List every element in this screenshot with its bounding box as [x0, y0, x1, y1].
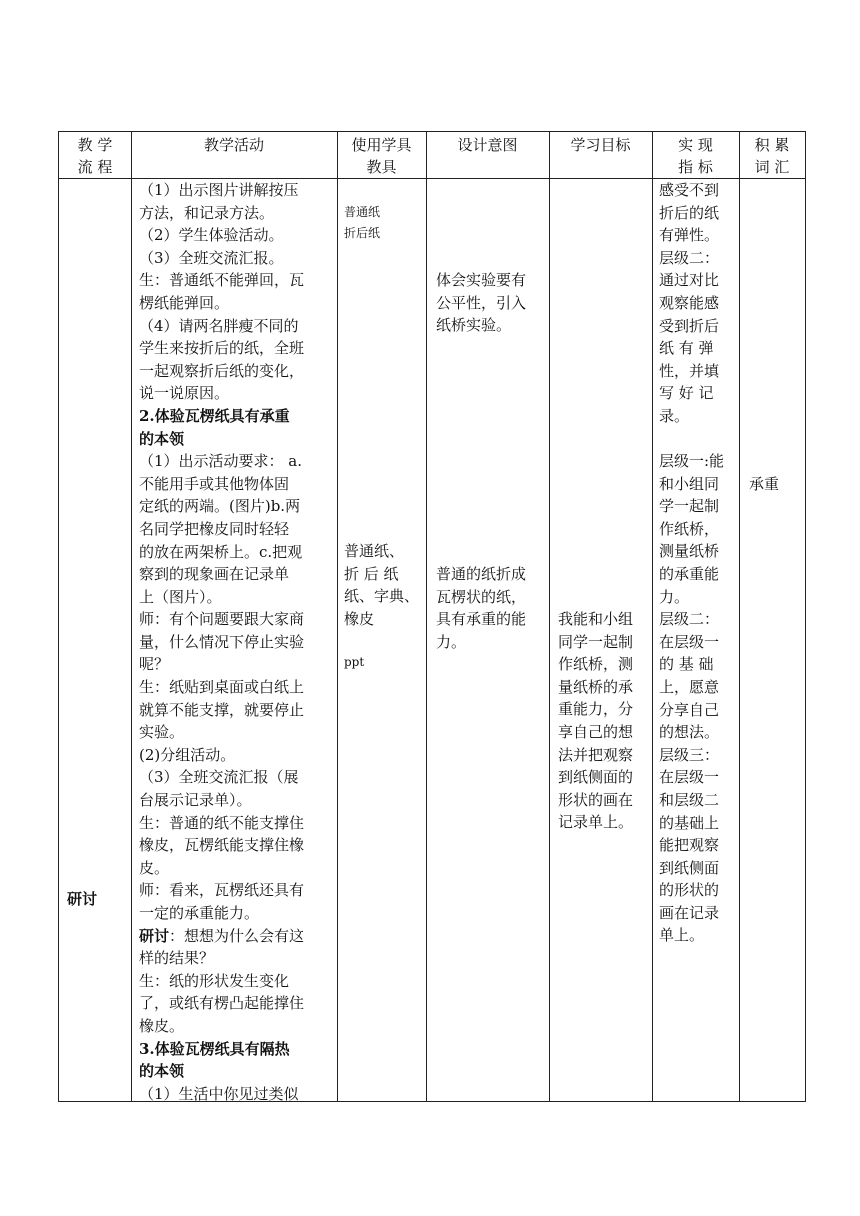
indicator-cell-2-line: 层级二： — [659, 610, 720, 629]
intent-line: 具有承重的能 — [436, 610, 527, 629]
activity-line: 皮。 — [139, 858, 170, 877]
goal-cell-line: 到纸侧面的 — [558, 768, 634, 787]
activity-line: 生：纸的形状发生变化 — [139, 971, 290, 990]
col-divider — [652, 132, 653, 1101]
activity-line: 楞纸能弹回。 — [139, 293, 230, 312]
flow-label: 研讨 — [67, 890, 98, 908]
intent-line: 力。 — [436, 632, 467, 651]
indicator-cell-2 — [659, 450, 724, 947]
activity-line: 上（图片）。 — [139, 587, 222, 606]
tools-line: 普通纸、 — [344, 542, 405, 560]
goal-cell-line: 形状的画在 — [558, 790, 634, 809]
indicator-cell-2-line: 作纸桥， — [659, 519, 720, 538]
indicator-cell-2-line: 到纸侧面 — [659, 858, 720, 877]
tools-line: 折 后 纸 — [344, 564, 399, 583]
intent-line: 瓦楞状的纸， — [436, 587, 527, 606]
header-tools — [337, 132, 426, 178]
header-goal-label: 学习目标 — [570, 136, 631, 154]
indicator-cell-1-line: 录。 — [659, 406, 690, 425]
activity-line: 定纸的两端。(图片)b.两 — [139, 497, 301, 516]
header-activity-label: 教学活动 — [203, 136, 264, 154]
activity-line: （3）全班交流汇报（展 — [139, 768, 299, 787]
activity-line: 就算不能支撑，就要停止 — [139, 700, 305, 719]
intent-line: 普通的纸折成 — [436, 565, 527, 583]
activity-line: 一起观察折后纸的变化， — [139, 361, 305, 380]
indicator-cell-1-line: 感受不到 — [659, 181, 720, 199]
header-vocab-line: 词 汇 — [754, 158, 790, 176]
indicator-cell-2-line: 画在记录 — [659, 903, 720, 922]
activity-line: （3）全班交流汇报。 — [139, 248, 284, 267]
activity-line: 生：普通纸不能弹回，瓦 — [139, 271, 305, 290]
indicator-cell-2-line: 上，愿意 — [659, 677, 720, 696]
indicator-cell-1-line: 折后的纸 — [659, 203, 720, 222]
activity-line: 师：有个问题要跟大家商 — [139, 610, 305, 629]
activity-line: 察到的现象画在记录单 — [139, 565, 290, 584]
goal-cell-line: 法并把观察 — [558, 745, 634, 764]
indicator-cell-2-line: 的承重能 — [659, 564, 720, 583]
activity-line: 橡皮，瓦楞纸能支撑住橡 — [139, 836, 305, 855]
activity-line: 生：纸贴到桌面或白纸上 — [139, 678, 305, 697]
indicator-cell-1-line: 纸 有 弹 — [659, 339, 714, 358]
indicator-cell-2-line: 的 基 础 — [659, 655, 714, 674]
goal-cell-line: 作纸桥，测 — [558, 655, 634, 674]
col-divider — [426, 132, 427, 1101]
activity-line: 了，或纸有楞凸起能撑住 — [139, 994, 305, 1013]
col-divider — [131, 132, 132, 1101]
activity-line: （1）生活中你见过类似 — [139, 1084, 299, 1103]
tools-cell-3: ppt — [344, 655, 365, 669]
indicator-cell-2-line: 的基础上 — [659, 813, 720, 832]
activity-line: 不能用手或其他物体固 — [139, 474, 290, 493]
activity-line: 说一说原因。 — [139, 384, 230, 403]
header-tools-line: 使用学具 — [351, 136, 412, 154]
vocab-cell: 承重 — [749, 475, 780, 493]
activity-line: 的本领 — [139, 429, 185, 448]
activity-line: 呢？ — [139, 655, 170, 674]
indicator-cell-2-line: 测量纸桥 — [659, 542, 720, 561]
indicator-cell-2-line: 力。 — [659, 587, 690, 606]
activity-line: 学生来按折后的纸，全班 — [139, 339, 305, 358]
activity-line: （4）请两名胖瘦不同的 — [139, 316, 299, 335]
activity-line: 量，什么情况下停止实验 — [139, 632, 305, 651]
header-activity — [131, 132, 337, 178]
tools-line: 普通纸 — [344, 205, 381, 219]
indicator-cell-1-line: 受到折后 — [659, 316, 720, 335]
activity-line: 生：普通的纸不能支撑住 — [139, 813, 305, 832]
header-indicator-line: 指 标 — [678, 158, 713, 176]
activity-line: 的本领 — [139, 1062, 185, 1081]
col-divider — [739, 132, 740, 1101]
goal-cell — [558, 608, 633, 834]
indicator-cell-1-line: 层级二： — [659, 248, 720, 267]
goal-cell-line: 记录单上。 — [558, 813, 634, 832]
goal-cell-line: 同学一起制 — [558, 632, 634, 651]
activity-line: 一定的承重能力。 — [139, 904, 260, 922]
header-flow-line: 流 程 — [77, 158, 113, 176]
tools-line: 纸、字典、 — [344, 587, 420, 606]
activity-line: 3.体验瓦楞纸具有隔热 — [139, 1039, 290, 1058]
header-indicator — [652, 132, 739, 178]
activity-line: (2)分组活动。 — [139, 745, 236, 764]
activity-line: 样的结果？ — [139, 949, 215, 968]
activity-line: 名同学把橡皮同时轻轻 — [139, 519, 290, 538]
activity-line: （1）出示图片讲解按压 — [139, 181, 299, 199]
intent-line: 体会实验要有 — [436, 271, 527, 289]
activity-cell — [139, 179, 335, 1105]
col-divider — [337, 132, 338, 1101]
indicator-cell-2-line: 和层级二 — [659, 790, 720, 809]
header-indicator-line: 实 现 — [678, 136, 713, 154]
activity-line: 实验。 — [139, 723, 185, 742]
activity-line: （2）学生体验活动。 — [139, 226, 284, 245]
goal-cell-line: 重能力，分 — [558, 700, 634, 719]
indicator-cell-1-line: 性，并填 — [659, 361, 720, 380]
header-flow-line: 教 学 — [77, 136, 113, 154]
indicator-cell-2-line: 能把观察 — [659, 836, 720, 855]
indicator-cell-2-line: 的想法。 — [659, 723, 720, 742]
activity-line: 师：看来，瓦楞纸还具有 — [139, 881, 305, 900]
indicator-cell-1-line: 有弹性。 — [659, 226, 720, 245]
tools-line: 折后纸 — [344, 226, 381, 240]
lesson-table — [58, 131, 806, 1102]
tools-line: 橡皮 — [344, 609, 375, 628]
indicator-cell-2-line: 学一起制 — [659, 497, 720, 516]
activity-line: 方法，和记录方法。 — [139, 203, 275, 222]
header-vocab — [739, 132, 805, 178]
header-vocab-line: 积 累 — [754, 136, 790, 154]
header-intent-label: 设计意图 — [457, 136, 518, 154]
indicator-cell-2-line: 和小组同 — [659, 474, 720, 493]
col-divider — [549, 132, 550, 1101]
indicator-cell-2-line: 在层级一 — [659, 768, 720, 787]
header-intent — [426, 132, 549, 178]
activity-line: 2.体验瓦楞纸具有承重 — [139, 406, 290, 425]
indicator-cell-2-line: 单上。 — [659, 926, 705, 945]
indicator-cell-1-line: 观察能感 — [659, 293, 720, 312]
tools-cell-2 — [344, 540, 419, 630]
goal-cell-line: 量纸桥的承 — [558, 677, 634, 696]
header-goal — [549, 132, 652, 178]
indicator-cell-1-line: 通过对比 — [659, 271, 720, 290]
indicator-cell-2-line: 的形状的 — [659, 881, 720, 900]
activity-line: 研讨：想想为什么会有这 — [139, 926, 305, 945]
intent-line: 公平性，引入 — [436, 293, 527, 312]
indicator-cell-1-line: 写 好 记 — [659, 384, 714, 403]
activity-line: 台展示记录单）。 — [139, 791, 252, 810]
indicator-cell-2-line: 层级一:能 — [659, 452, 725, 470]
indicator-cell-2-line: 在层级一 — [659, 632, 720, 651]
goal-cell-line: 享自己的想 — [558, 722, 634, 741]
goal-cell-line: 我能和小组 — [558, 610, 634, 628]
activity-line: （1）出示活动要求： a. — [139, 452, 303, 471]
intent-cell-1 — [436, 269, 526, 337]
indicator-cell-1 — [659, 179, 719, 428]
indicator-cell-2-line: 分享自己 — [659, 700, 720, 719]
header-tools-line: 教具 — [366, 158, 397, 176]
activity-line: 橡皮。 — [139, 1016, 185, 1035]
intent-cell-2 — [436, 563, 526, 653]
header-flow — [59, 132, 131, 178]
intent-line: 纸桥实验。 — [436, 316, 512, 335]
tools-cell-1 — [344, 202, 380, 244]
indicator-cell-2-line: 层级三： — [659, 745, 720, 764]
activity-line: 的放在两架桥上。c.把观 — [139, 542, 303, 561]
